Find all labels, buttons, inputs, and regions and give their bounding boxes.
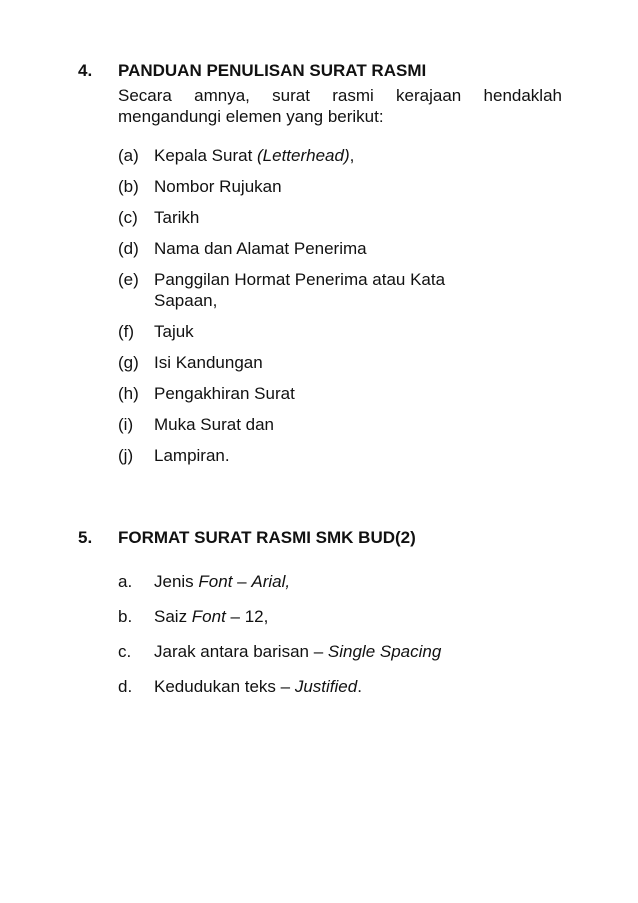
item-text-suffix: , — [349, 146, 355, 165]
format-list — [118, 571, 562, 697]
list-marker: (g) — [118, 353, 139, 372]
list-marker: a. — [118, 572, 133, 591]
list-marker: c. — [118, 642, 132, 661]
list-item-text: Nombor Rujukan — [154, 177, 282, 196]
intro-line: mengandungi elemen yang berikut: — [118, 107, 384, 126]
intro-line: Secara amnya, surat rasmi kerajaan hendaklah — [118, 86, 562, 105]
list-item-text — [154, 606, 562, 627]
item-text-plain: Jarak antara barisan – — [154, 642, 328, 661]
list-item-text: Muka Surat dan — [154, 415, 275, 434]
section-title: PANDUAN PENULISAN SURAT RASMI — [118, 61, 427, 80]
list-item — [118, 352, 562, 373]
list-item — [118, 321, 562, 342]
list-marker: (d) — [118, 239, 139, 258]
item-text-italic: Justified — [294, 677, 358, 696]
list-item — [118, 145, 562, 166]
item-text-plain: Jenis — [154, 572, 199, 591]
list-marker: (f) — [118, 322, 135, 341]
section-heading — [78, 61, 562, 81]
list-item — [118, 676, 562, 697]
list-item — [118, 269, 562, 311]
element-list — [118, 145, 562, 466]
section-format-surat — [78, 528, 562, 711]
list-marker: (c) — [118, 208, 138, 227]
item-text-italic: Font — [198, 572, 233, 591]
item-text-suffix: – 12, — [225, 607, 269, 626]
section-intro — [118, 85, 562, 127]
item-text-italic: (Letterhead) — [257, 146, 350, 165]
list-item — [118, 238, 562, 259]
list-marker: b. — [118, 607, 133, 626]
section-panduan-penulisan — [78, 61, 562, 476]
item-text-italic: Arial, — [251, 572, 291, 591]
list-item-text: Pengakhiran Surat — [154, 384, 295, 403]
list-item-text — [154, 145, 562, 166]
list-item-text: Panggilan Hormat Penerima atau Kata Sapaan, — [154, 270, 446, 310]
list-marker: d. — [118, 677, 133, 696]
section-heading — [78, 528, 562, 548]
list-marker: (b) — [118, 177, 139, 196]
list-item-text: Isi Kandungan — [154, 353, 263, 372]
list-item-text: Lampiran. — [154, 446, 230, 465]
item-text-plain: Kedudukan teks – — [154, 677, 295, 696]
item-text-suffix: . — [357, 677, 362, 696]
list-item-text: Tajuk — [154, 322, 194, 341]
item-text-plain: Kepala Surat — [154, 146, 258, 165]
list-marker: (h) — [118, 384, 139, 403]
list-item — [118, 176, 562, 197]
list-item-text — [154, 641, 562, 662]
section-number: 4. — [78, 61, 93, 80]
item-text-plain: Saiz — [154, 607, 192, 626]
item-text-plain: – — [232, 572, 252, 591]
section-number: 5. — [78, 528, 93, 547]
list-item-text — [154, 676, 562, 697]
list-item — [118, 207, 562, 228]
list-item — [118, 383, 562, 404]
list-item-text: Tarikh — [154, 208, 200, 227]
list-item — [118, 571, 562, 592]
item-text-italic: Single Spacing — [327, 642, 442, 661]
list-item-text — [154, 571, 562, 592]
list-item — [118, 641, 562, 662]
list-item — [118, 414, 562, 435]
list-marker: (j) — [118, 446, 134, 465]
list-marker: (a) — [118, 146, 139, 165]
section-title: FORMAT SURAT RASMI SMK BUD(2) — [118, 528, 416, 547]
list-marker: (e) — [118, 270, 139, 289]
list-marker: (i) — [118, 415, 134, 434]
list-item-text: Nama dan Alamat Penerima — [154, 239, 367, 258]
list-item — [118, 606, 562, 627]
list-item — [118, 445, 562, 466]
item-text-italic: Font — [191, 607, 226, 626]
